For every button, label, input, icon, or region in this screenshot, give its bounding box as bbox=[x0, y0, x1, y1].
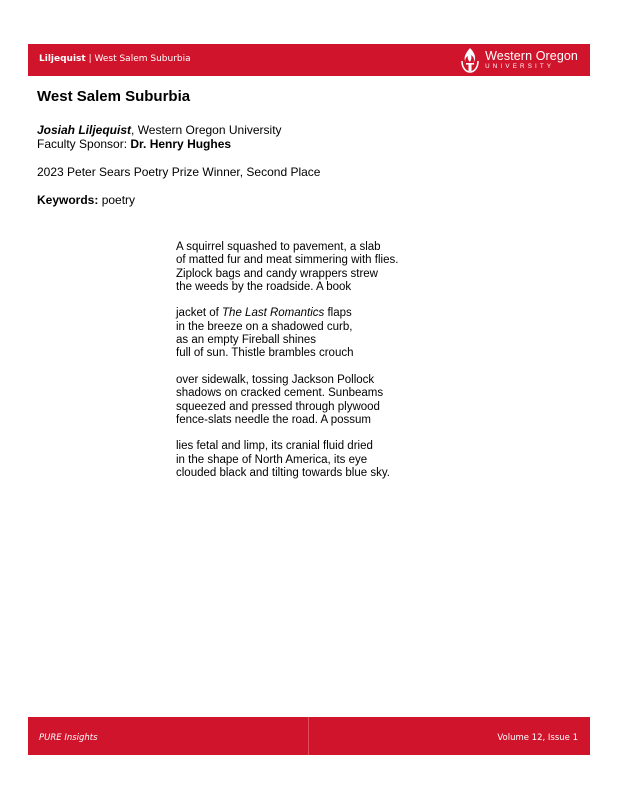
author-line bbox=[37, 123, 282, 137]
poem-line: clouded black and tilting towards blue sky. bbox=[176, 467, 390, 480]
poem-line: jacket of The Last Romantics flaps bbox=[176, 307, 352, 320]
sponsor-line bbox=[37, 137, 231, 151]
header-author: Liljequist bbox=[39, 54, 86, 64]
poem-line: of matted fur and meat simmering with flies. bbox=[176, 254, 399, 267]
poem-line: full of sun. Thistle brambles crouch bbox=[176, 347, 354, 360]
header-bar bbox=[28, 44, 590, 76]
torch-flame-icon bbox=[459, 47, 481, 73]
logo-name: Western Oregon bbox=[485, 48, 578, 63]
sponsor-name: Dr. Henry Hughes bbox=[130, 137, 232, 151]
poem-stanza bbox=[176, 374, 398, 427]
poem-line: Ziplock bags and candy wrappers strew bbox=[176, 267, 378, 280]
poem-stanza bbox=[176, 307, 398, 360]
poem bbox=[176, 241, 398, 494]
poem-stanza bbox=[176, 440, 398, 480]
keywords-value: poetry bbox=[98, 193, 136, 207]
poem-line: squeezed and pressed through plywood bbox=[176, 400, 380, 413]
poem-line: over sidewalk, tossing Jackson Pollock bbox=[176, 373, 375, 386]
poem-line: the weeds by the roadside. A book bbox=[176, 280, 352, 293]
poem-line: fence-slats needle the road. A possum bbox=[176, 413, 371, 426]
article-title: West Salem Suburbia bbox=[37, 88, 191, 105]
poem-line: as an empty Fireball shines bbox=[176, 334, 316, 347]
university-logo bbox=[459, 46, 578, 74]
poem-line: shadows on cracked cement. Sunbeams bbox=[176, 387, 384, 400]
poem-line: A squirrel squashed to pavement, a slab bbox=[176, 241, 381, 253]
header-title: West Salem Suburbia bbox=[94, 54, 191, 64]
author-name: Josiah Liljequist bbox=[37, 123, 132, 137]
logo-subtitle: UNIVERSITY bbox=[485, 63, 555, 71]
poem-line: in the breeze on a shadowed curb, bbox=[176, 320, 353, 333]
footer-divider bbox=[308, 717, 309, 755]
poem-line: lies fetal and limp, its cranial fluid dried bbox=[176, 440, 373, 453]
keywords-label: Keywords: bbox=[37, 193, 99, 207]
poem-line: in the shape of North America, its eye bbox=[176, 453, 368, 466]
issue-info: Volume 12, Issue 1 bbox=[497, 733, 578, 743]
book-title: The Last Romantics bbox=[222, 307, 325, 320]
header-separator: | bbox=[88, 54, 92, 64]
sponsor-label: Faculty Sponsor: bbox=[37, 137, 131, 151]
running-header bbox=[39, 54, 191, 64]
journal-name: PURE Insights bbox=[39, 733, 98, 743]
footer-bar bbox=[28, 717, 590, 755]
prize-line: 2023 Peter Sears Poetry Prize Winner, Second Place bbox=[37, 165, 321, 179]
keywords-line bbox=[37, 193, 135, 207]
author-affiliation: , Western Oregon University bbox=[131, 123, 282, 137]
poem-stanza bbox=[176, 241, 398, 294]
